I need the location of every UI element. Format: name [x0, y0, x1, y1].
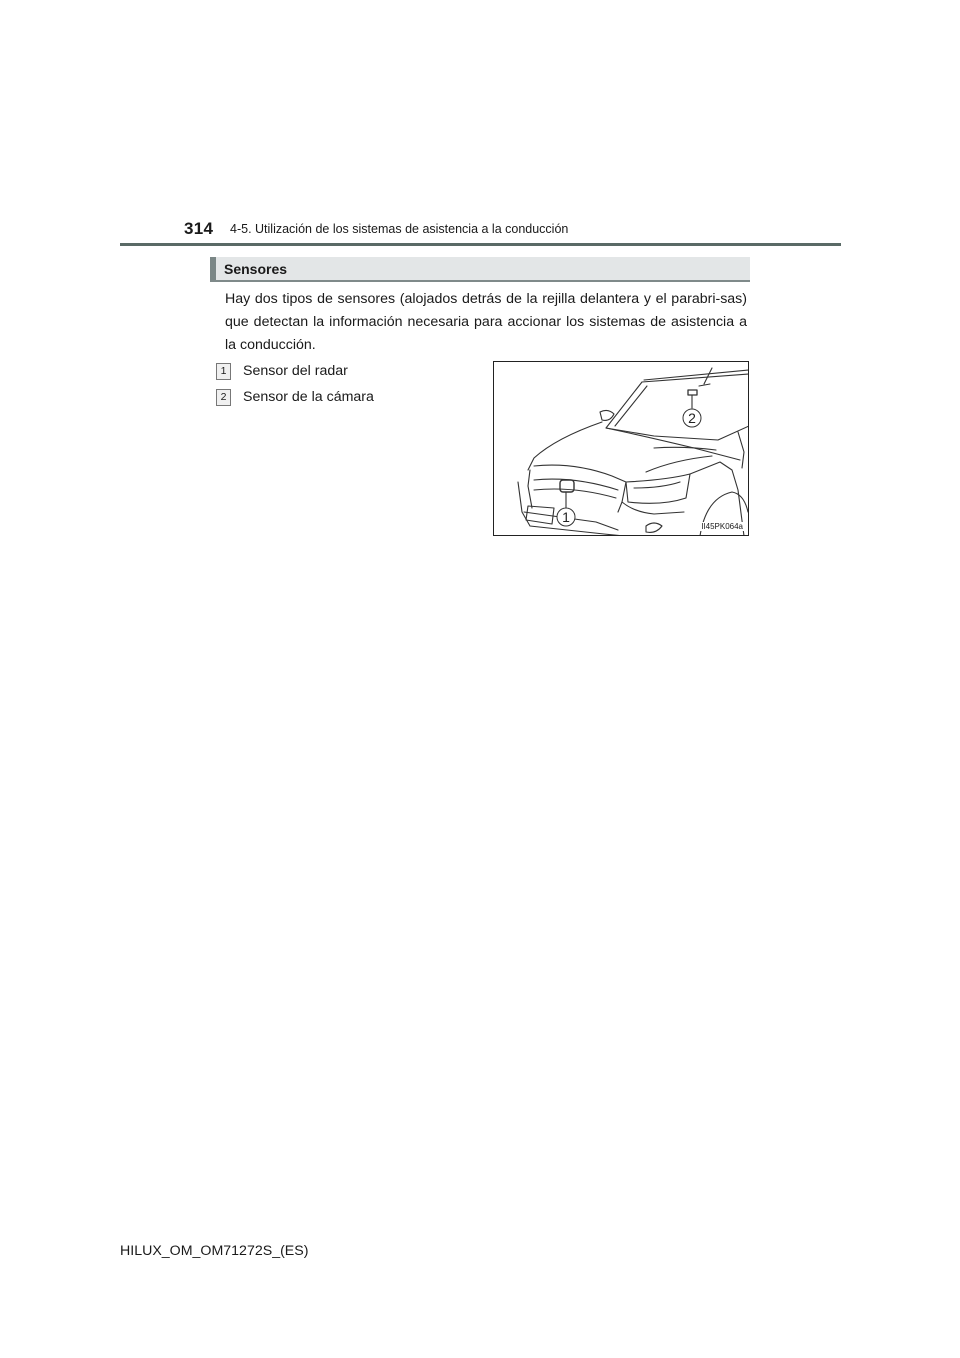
grille-bar [534, 479, 618, 490]
list-item [216, 384, 374, 410]
list-item [216, 358, 374, 384]
page-number: 314 [184, 219, 214, 238]
subsection-heading [210, 257, 750, 282]
hood [528, 422, 602, 470]
item-label: Sensor de la cámara [243, 389, 374, 405]
section-title: 4-5. Utilización de los sistemas de asistencia a la conducción [230, 222, 569, 236]
grille-bar [534, 489, 616, 498]
windshield-inner [615, 386, 647, 426]
callout-1-label: 1 [562, 509, 570, 525]
headlight-inner [634, 482, 680, 488]
header-rule [120, 243, 841, 246]
door-edge [738, 432, 744, 468]
heading-accent [210, 257, 216, 280]
windshield [606, 374, 749, 440]
vehicle-figure [493, 361, 749, 536]
hood-crease-2 [654, 447, 716, 450]
vehicle-illustration [494, 362, 749, 536]
antenna-base [699, 384, 710, 386]
callout-2-label: 2 [688, 410, 696, 426]
footer-document-code: HILUX_OM_OM71272S_(ES) [120, 1243, 309, 1259]
fog-light [646, 523, 662, 532]
license-plate [526, 506, 554, 524]
camera-sensor [688, 390, 697, 395]
intro-paragraph: Hay dos tipos de sensores (alojados detrás de la rejilla delantera y el parabri-sas) que detectan la información necesaria para accionar los sistemas de asistencia a la conducción. [225, 291, 747, 353]
sensor-list [216, 358, 374, 410]
side-mirror [600, 410, 614, 420]
headlight [626, 474, 690, 503]
item-label: Sensor del radar [243, 363, 348, 379]
antenna [704, 368, 712, 384]
figure-code: II45PK064a [701, 522, 743, 531]
item-number: 2 [216, 389, 231, 406]
hood-edge [606, 428, 740, 460]
heading-title: Sensores [224, 261, 288, 277]
item-number: 1 [216, 363, 231, 380]
